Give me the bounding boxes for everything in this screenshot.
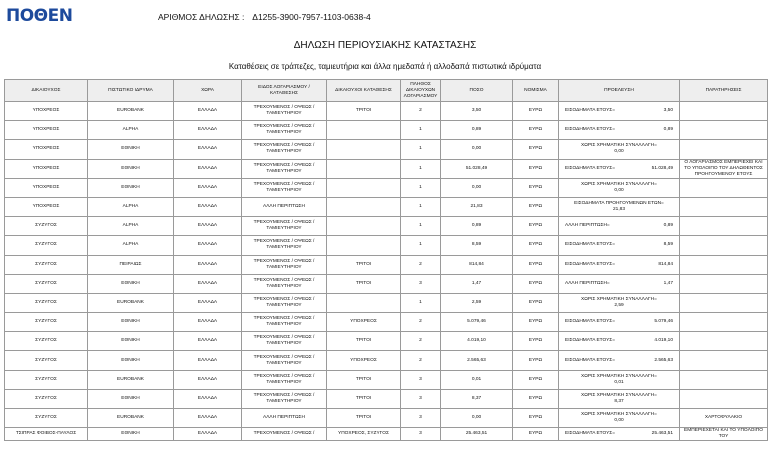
cell-bank: ΠΕΙΡΑΙΩΣ <box>88 255 174 274</box>
cell-holders <box>327 217 401 236</box>
cell-type: ΤΡΕΧΟΥΜΕΝΟΣ / ΟΨΕΩΣ / ΤΑΜΙΕΥΤΗΡΙΟΥ <box>242 313 327 332</box>
cell-notes <box>680 102 768 121</box>
table-row <box>5 217 768 236</box>
cell-amount: 3,50 <box>441 102 513 121</box>
cell-currency: ΕΥΡΩ <box>513 332 559 351</box>
cell-owner: ΣΥΖΥΓΟΣ <box>5 313 88 332</box>
source-amount: 0,01 <box>614 379 624 385</box>
cell-holders: ΤΡΙΤΟΙ <box>327 389 401 408</box>
cell-notes <box>680 197 768 216</box>
cell-holders <box>327 178 401 197</box>
cell-currency: ΕΥΡΩ <box>513 159 559 178</box>
table-row <box>5 428 768 441</box>
cell-bank: ΕΘΝΙΚΗ <box>88 428 174 441</box>
cell-amount: 0,89 <box>441 121 513 140</box>
cell-holders: ΥΠΟΧΡΕΟΣ, ΣΥΖΥΓΟΣ <box>327 428 401 441</box>
cell-notes: Ο ΛΟΓΑΡΙΑΣΜΟΣ ΕΜΠΕΡΙΕΧΕΙ ΚΑΙ ΤΟ ΥΠΟΛΟΙΠΟ ΤΟΥ ΔΗΛΩΘΕΝΤΟΣ ΠΡΟΗΓΟΥΜΕΝΟΥ ΕΤΟΥΣ <box>680 159 768 178</box>
table-row <box>5 293 768 312</box>
table-row <box>5 274 768 293</box>
col-header-holders: ΔΙΚΑΙΟΥΧΟΙ ΚΑΤΑΘΕΣΗΣ <box>327 80 401 102</box>
cell-country: ΕΛΛΑΔΑ <box>174 217 242 236</box>
table-row <box>5 313 768 332</box>
cell-owner: ΣΥΖΥΓΟΣ <box>5 274 88 293</box>
cell-country: ΕΛΛΑΔΑ <box>174 159 242 178</box>
table-row <box>5 236 768 255</box>
table-row <box>5 370 768 389</box>
cell-currency: ΕΥΡΩ <box>513 293 559 312</box>
cell-country: ΕΛΛΑΔΑ <box>174 313 242 332</box>
cell-type: ΤΡΕΧΟΥΜΕΝΟΣ / ΟΨΕΩΣ / ΤΑΜΙΕΥΤΗΡΙΟΥ <box>242 236 327 255</box>
source-amount: 2.565,63 <box>654 357 673 363</box>
cell-notes <box>680 140 768 159</box>
cell-bank: ALPHA <box>88 236 174 255</box>
source-label: ΧΩΡΙΣ ΧΡΗΜΑΤΙΚΗ ΣΥΝΑΛΛΑΓΗ= <box>581 373 657 379</box>
cell-source <box>559 102 680 121</box>
cell-source <box>559 121 680 140</box>
cell-count: 3 <box>401 428 441 441</box>
cell-bank: EUROBANK <box>88 409 174 428</box>
cell-country: ΕΛΛΑΔΑ <box>174 332 242 351</box>
cell-notes <box>680 236 768 255</box>
cell-source <box>559 274 680 293</box>
cell-holders <box>327 121 401 140</box>
cell-bank: ΕΘΝΙΚΗ <box>88 313 174 332</box>
cell-bank: ALPHA <box>88 197 174 216</box>
cell-count: 2 <box>401 332 441 351</box>
cell-type: ΤΡΕΧΟΥΜΕΝΟΣ / ΟΨΕΩΣ / ΤΑΜΙΕΥΤΗΡΙΟΥ <box>242 217 327 236</box>
cell-notes: ΕΜΠΕΡΙΕΧΕΤΑΙ ΚΑΙ ΤΟ ΥΠΟΛΟΙΠΟ ΤΟΥ <box>680 428 768 441</box>
cell-holders: ΤΡΙΤΟΙ <box>327 409 401 428</box>
cell-count: 3 <box>401 409 441 428</box>
cell-amount: 51.028,49 <box>441 159 513 178</box>
source-label: ΧΩΡΙΣ ΧΡΗΜΑΤΙΚΗ ΣΥΝΑΛΛΑΓΗ= <box>581 143 657 149</box>
source-label: ΧΩΡΙΣ ΧΡΗΜΑΤΙΚΗ ΣΥΝΑΛΛΑΓΗ= <box>581 296 657 302</box>
cell-type: ΤΡΕΧΟΥΜΕΝΟΣ / ΟΨΕΩΣ / ΤΑΜΙΕΥΤΗΡΙΟΥ <box>242 178 327 197</box>
cell-bank: ΕΘΝΙΚΗ <box>88 351 174 370</box>
source-amount: 8,37 <box>614 398 624 404</box>
cell-country: ΕΛΛΑΔΑ <box>174 140 242 159</box>
cell-type: ΤΡΕΧΟΥΜΕΝΟΣ / ΟΨΕΩΣ / ΤΑΜΙΕΥΤΗΡΙΟΥ <box>242 274 327 293</box>
cell-count: 1 <box>401 217 441 236</box>
cell-count: 2 <box>401 351 441 370</box>
cell-source <box>559 428 680 441</box>
cell-amount: 0,89 <box>441 217 513 236</box>
cell-holders: ΤΡΙΤΟΙ <box>327 255 401 274</box>
source-amount: 0,00 <box>614 149 624 155</box>
cell-amount: 8,59 <box>441 236 513 255</box>
declaration-number-label: ΑΡΙΘΜΟΣ ΔΗΛΩΣΗΣ : <box>158 12 245 22</box>
cell-country: ΕΛΛΑΔΑ <box>174 121 242 140</box>
col-header-source: ΠΡΟΕΛΕΥΣΗ <box>559 80 680 102</box>
cell-country: ΕΛΛΑΔΑ <box>174 428 242 441</box>
deposits-table <box>4 79 768 441</box>
cell-count: 1 <box>401 159 441 178</box>
table-header-row <box>5 80 768 102</box>
cell-currency: ΕΥΡΩ <box>513 428 559 441</box>
cell-count: 1 <box>401 178 441 197</box>
source-amount: 2,59 <box>614 302 624 308</box>
cell-amount: 0,00 <box>441 178 513 197</box>
cell-owner: ΣΥΖΥΓΟΣ <box>5 332 88 351</box>
source-amount: 814,84 <box>658 261 673 267</box>
cell-holders: ΥΠΟΧΡΕΟΣ <box>327 351 401 370</box>
cell-bank: ΕΘΝΙΚΗ <box>88 178 174 197</box>
table-row <box>5 197 768 216</box>
cell-owner: ΣΥΖΥΓΟΣ <box>5 217 88 236</box>
cell-owner: ΣΥΖΥΓΟΣ <box>5 293 88 312</box>
cell-notes <box>680 293 768 312</box>
col-header-country: ΧΩΡΑ <box>174 80 242 102</box>
cell-bank: ALPHA <box>88 217 174 236</box>
cell-notes <box>680 370 768 389</box>
cell-owner: ΣΥΖΥΓΟΣ <box>5 389 88 408</box>
page-title: ΔΗΛΩΣΗ ΠΕΡΙΟΥΣΙΑΚΗΣ ΚΑΤΑΣΤΑΣΗΣ <box>293 40 477 51</box>
cell-bank: EUROBANK <box>88 293 174 312</box>
cell-bank: ALPHA <box>88 121 174 140</box>
cell-notes <box>680 389 768 408</box>
cell-count: 1 <box>401 197 441 216</box>
cell-amount: 8,37 <box>441 389 513 408</box>
source-label: ΑΛΛΗ ΠΕΡΙΠΤΩΣΗ= <box>565 223 610 229</box>
cell-currency: ΕΥΡΩ <box>513 217 559 236</box>
table-row <box>5 332 768 351</box>
cell-holders: ΤΡΙΤΟΙ <box>327 370 401 389</box>
cell-country: ΕΛΛΑΔΑ <box>174 102 242 121</box>
cell-amount: 1,47 <box>441 274 513 293</box>
col-header-notes: ΠΑΡΑΤΗΡΗΣΕΙΣ <box>680 80 768 102</box>
source-amount: 25.463,51 <box>651 431 673 437</box>
cell-bank: EUROBANK <box>88 370 174 389</box>
table-row <box>5 159 768 178</box>
source-amount: 8,59 <box>663 242 673 248</box>
table-row <box>5 409 768 428</box>
cell-currency: ΕΥΡΩ <box>513 178 559 197</box>
cell-amount: 0,00 <box>441 140 513 159</box>
cell-amount: 5.079,46 <box>441 313 513 332</box>
cell-type: ΤΡΕΧΟΥΜΕΝΟΣ / ΟΨΕΩΣ / ΤΑΜΙΕΥΤΗΡΙΟΥ <box>242 370 327 389</box>
cell-owner: ΥΠΟΧΡΕΟΣ <box>5 178 88 197</box>
cell-notes <box>680 121 768 140</box>
cell-currency: ΕΥΡΩ <box>513 236 559 255</box>
cell-currency: ΕΥΡΩ <box>513 102 559 121</box>
cell-country: ΕΛΛΑΔΑ <box>174 293 242 312</box>
col-header-amount: ΠΟΣΟ <box>441 80 513 102</box>
source-label: ΧΩΡΙΣ ΧΡΗΜΑΤΙΚΗ ΣΥΝΑΛΛΑΓΗ= <box>581 181 657 187</box>
table-row <box>5 351 768 370</box>
cell-currency: ΕΥΡΩ <box>513 370 559 389</box>
cell-country: ΕΛΛΑΔΑ <box>174 370 242 389</box>
cell-source <box>559 313 680 332</box>
source-amount: 51.028,49 <box>651 165 673 171</box>
cell-holders: ΤΡΙΤΟΙ <box>327 332 401 351</box>
cell-notes <box>680 332 768 351</box>
cell-owner: ΥΠΟΧΡΕΟΣ <box>5 140 88 159</box>
cell-holders: ΤΡΙΤΟΙ <box>327 274 401 293</box>
cell-amount: 25.463,51 <box>441 428 513 441</box>
cell-count: 1 <box>401 236 441 255</box>
cell-type: ΤΡΕΧΟΥΜΕΝΟΣ / ΟΨΕΩΣ / ΤΑΜΙΕΥΤΗΡΙΟΥ <box>242 159 327 178</box>
cell-owner: ΣΥΖΥΓΟΣ <box>5 236 88 255</box>
pothen-logo: ΠΟΘΕΝ <box>6 6 73 26</box>
cell-notes <box>680 255 768 274</box>
table-row <box>5 389 768 408</box>
cell-amount: 0,01 <box>441 370 513 389</box>
table-row <box>5 102 768 121</box>
cell-country: ΕΛΛΑΔΑ <box>174 351 242 370</box>
cell-amount: 814,84 <box>441 255 513 274</box>
table-row <box>5 178 768 197</box>
cell-bank: ΕΘΝΙΚΗ <box>88 389 174 408</box>
cell-notes: ΧΑΡΤΟΦΥΛΑΚΙΟ <box>680 409 768 428</box>
cell-type: ΤΡΕΧΟΥΜΕΝΟΣ / ΟΨΕΩΣ / ΤΑΜΙΕΥΤΗΡΙΟΥ <box>242 293 327 312</box>
cell-count: 2 <box>401 255 441 274</box>
source-label: ΧΩΡΙΣ ΧΡΗΜΑΤΙΚΗ ΣΥΝΑΛΛΑΓΗ= <box>581 412 657 418</box>
cell-owner: ΥΠΟΧΡΕΟΣ <box>5 159 88 178</box>
source-label: ΧΩΡΙΣ ΧΡΗΜΑΤΙΚΗ ΣΥΝΑΛΛΑΓΗ= <box>581 392 657 398</box>
source-amount: 0,89 <box>663 223 673 229</box>
cell-owner: ΥΠΟΧΡΕΟΣ <box>5 197 88 216</box>
cell-holders <box>327 197 401 216</box>
cell-source <box>559 217 680 236</box>
source-label: ΕΙΣΟΔΗΜΑΤΑ ΕΤΟΥΣ= <box>565 165 616 171</box>
cell-amount: 21,83 <box>441 197 513 216</box>
cell-count: 1 <box>401 121 441 140</box>
cell-country: ΕΛΛΑΔΑ <box>174 197 242 216</box>
source-label: ΕΙΣΟΔΗΜΑΤΑ ΕΤΟΥΣ= <box>565 242 616 248</box>
cell-holders <box>327 159 401 178</box>
cell-count: 2 <box>401 102 441 121</box>
cell-source <box>559 197 680 216</box>
cell-bank: ΕΘΝΙΚΗ <box>88 274 174 293</box>
cell-count: 1 <box>401 293 441 312</box>
cell-country: ΕΛΛΑΔΑ <box>174 409 242 428</box>
declaration-number-line <box>158 12 371 22</box>
cell-bank: ΕΘΝΙΚΗ <box>88 159 174 178</box>
col-header-type: ΕΙΔΟΣ ΛΟΓΑΡΙΑΣΜΟΥ / ΚΑΤΑΘΕΣΗΣ <box>242 80 327 102</box>
source-amount: 21,83 <box>612 207 625 213</box>
cell-notes <box>680 274 768 293</box>
cell-source <box>559 389 680 408</box>
col-header-owner: ΔΙΚΑΙΟΥΧΟΣ <box>5 80 88 102</box>
cell-owner: ΣΥΖΥΓΟΣ <box>5 255 88 274</box>
cell-owner: ΥΠΟΧΡΕΟΣ <box>5 102 88 121</box>
cell-amount: 2.565,63 <box>441 351 513 370</box>
source-label: ΕΙΣΟΔΗΜΑΤΑ ΕΤΟΥΣ= <box>565 319 616 325</box>
source-amount: 4.019,10 <box>654 338 673 344</box>
col-header-bank: ΠΙΣΤΩΤΙΚΟ ΙΔΡΥΜΑ <box>88 80 174 102</box>
cell-type: ΤΡΕΧΟΥΜΕΝΟΣ / ΟΨΕΩΣ / ΤΑΜΙΕΥΤΗΡΙΟΥ <box>242 332 327 351</box>
cell-count: 1 <box>401 140 441 159</box>
cell-type: ΤΡΕΧΟΥΜΕΝΟΣ / ΟΨΕΩΣ / ΤΑΜΙΕΥΤΗΡΙΟΥ <box>242 121 327 140</box>
col-header-currency: ΝΟΜΙΣΜΑ <box>513 80 559 102</box>
cell-source <box>559 236 680 255</box>
cell-type: ΤΡΕΧΟΥΜΕΝΟΣ / ΟΨΕΩΣ / ΤΑΜΙΕΥΤΗΡΙΟΥ <box>242 389 327 408</box>
source-amount: 0,89 <box>663 127 673 133</box>
cell-source <box>559 255 680 274</box>
source-label: ΕΙΣΟΔΗΜΑΤΑ ΕΤΟΥΣ= <box>565 338 616 344</box>
cell-country: ΕΛΛΑΔΑ <box>174 178 242 197</box>
source-label: ΕΙΣΟΔΗΜΑΤΑ ΕΤΟΥΣ= <box>565 431 616 437</box>
cell-amount: 2,59 <box>441 293 513 312</box>
col-header-count: ΠΛΗΘΟΣ ΔΙΚΑΙΟΥΧΩΝ ΛΟΓΑΡΙΑΣΜΟΥ <box>401 80 441 102</box>
cell-source <box>559 409 680 428</box>
cell-notes <box>680 313 768 332</box>
cell-holders <box>327 236 401 255</box>
cell-currency: ΕΥΡΩ <box>513 351 559 370</box>
cell-type: ΑΛΛΗ ΠΕΡΙΠΤΩΣΗ <box>242 197 327 216</box>
table-row <box>5 140 768 159</box>
cell-bank: EUROBANK <box>88 102 174 121</box>
cell-owner: ΣΥΖΥΓΟΣ <box>5 409 88 428</box>
cell-source <box>559 293 680 312</box>
table-row <box>5 255 768 274</box>
cell-bank: ΕΘΝΙΚΗ <box>88 332 174 351</box>
cell-source <box>559 370 680 389</box>
source-amount: 0,00 <box>614 187 624 193</box>
cell-notes <box>680 178 768 197</box>
cell-owner: ΤΣΙΠΡΑΣ ΦΟΙΒΟΣ-ΠΑΥΛΟΣ <box>5 428 88 441</box>
page-subtitle: Καταθέσεις σε τράπεζες, ταμιευτήρια και άλλα ημεδαπά ή αλλοδαπά πιστωτικά ιδρύματα <box>228 62 542 71</box>
source-label: ΕΙΣΟΔΗΜΑΤΑ ΕΤΟΥΣ= <box>565 127 616 133</box>
cell-currency: ΕΥΡΩ <box>513 140 559 159</box>
cell-amount: 4.019,10 <box>441 332 513 351</box>
cell-count: 3 <box>401 274 441 293</box>
cell-currency: ΕΥΡΩ <box>513 197 559 216</box>
cell-currency: ΕΥΡΩ <box>513 255 559 274</box>
source-amount: 0,00 <box>614 418 624 424</box>
source-amount: 5.079,46 <box>654 319 673 325</box>
cell-holders <box>327 293 401 312</box>
cell-source <box>559 140 680 159</box>
cell-type: ΤΡΕΧΟΥΜΕΝΟΣ / ΟΨΕΩΣ / ΤΑΜΙΕΥΤΗΡΙΟΥ <box>242 102 327 121</box>
cell-source <box>559 332 680 351</box>
cell-notes <box>680 351 768 370</box>
cell-source <box>559 351 680 370</box>
source-amount: 1,47 <box>663 280 673 286</box>
cell-country: ΕΛΛΑΔΑ <box>174 274 242 293</box>
cell-currency: ΕΥΡΩ <box>513 409 559 428</box>
cell-owner: ΥΠΟΧΡΕΟΣ <box>5 121 88 140</box>
declaration-number-value: Δ1255-3900-7957-1103-0638-4 <box>252 12 371 22</box>
cell-source <box>559 178 680 197</box>
source-label: ΕΙΣΟΔΗΜΑΤΑ ΕΤΟΥΣ= <box>565 357 616 363</box>
cell-source <box>559 159 680 178</box>
cell-currency: ΕΥΡΩ <box>513 313 559 332</box>
cell-holders: ΥΠΟΧΡΕΟΣ <box>327 313 401 332</box>
cell-country: ΕΛΛΑΔΑ <box>174 255 242 274</box>
cell-currency: ΕΥΡΩ <box>513 389 559 408</box>
cell-owner: ΣΥΖΥΓΟΣ <box>5 351 88 370</box>
cell-type: ΑΛΛΗ ΠΕΡΙΠΤΩΣΗ <box>242 409 327 428</box>
cell-type: ΤΡΕΧΟΥΜΕΝΟΣ / ΟΨΕΩΣ / ΤΑΜΙΕΥΤΗΡΙΟΥ <box>242 140 327 159</box>
cell-country: ΕΛΛΑΔΑ <box>174 389 242 408</box>
cell-amount: 0,00 <box>441 409 513 428</box>
cell-count: 3 <box>401 389 441 408</box>
source-label: ΕΙΣΟΔΗΜΑΤΑ ΕΤΟΥΣ= <box>565 108 616 114</box>
cell-country: ΕΛΛΑΔΑ <box>174 236 242 255</box>
source-label: ΕΙΣΟΔΗΜΑΤΑ ΠΡΟΗΓΟΥΜΕΝΩΝ ΕΤΩΝ= <box>574 201 664 207</box>
cell-count: 2 <box>401 313 441 332</box>
source-label: ΕΙΣΟΔΗΜΑΤΑ ΕΤΟΥΣ= <box>565 261 616 267</box>
cell-notes <box>680 217 768 236</box>
cell-holders <box>327 140 401 159</box>
source-amount: 3,50 <box>663 108 673 114</box>
cell-holders: ΤΡΙΤΟΙ <box>327 102 401 121</box>
cell-currency: ΕΥΡΩ <box>513 274 559 293</box>
table-row <box>5 121 768 140</box>
cell-type: ΤΡΕΧΟΥΜΕΝΟΣ / ΟΨΕΩΣ / <box>242 428 327 441</box>
cell-type: ΤΡΕΧΟΥΜΕΝΟΣ / ΟΨΕΩΣ / ΤΑΜΙΕΥΤΗΡΙΟΥ <box>242 351 327 370</box>
cell-bank: ΕΘΝΙΚΗ <box>88 140 174 159</box>
source-label: ΑΛΛΗ ΠΕΡΙΠΤΩΣΗ= <box>565 280 610 286</box>
cell-type: ΤΡΕΧΟΥΜΕΝΟΣ / ΟΨΕΩΣ / ΤΑΜΙΕΥΤΗΡΙΟΥ <box>242 255 327 274</box>
cell-owner: ΣΥΖΥΓΟΣ <box>5 370 88 389</box>
cell-count: 3 <box>401 370 441 389</box>
cell-currency: ΕΥΡΩ <box>513 121 559 140</box>
